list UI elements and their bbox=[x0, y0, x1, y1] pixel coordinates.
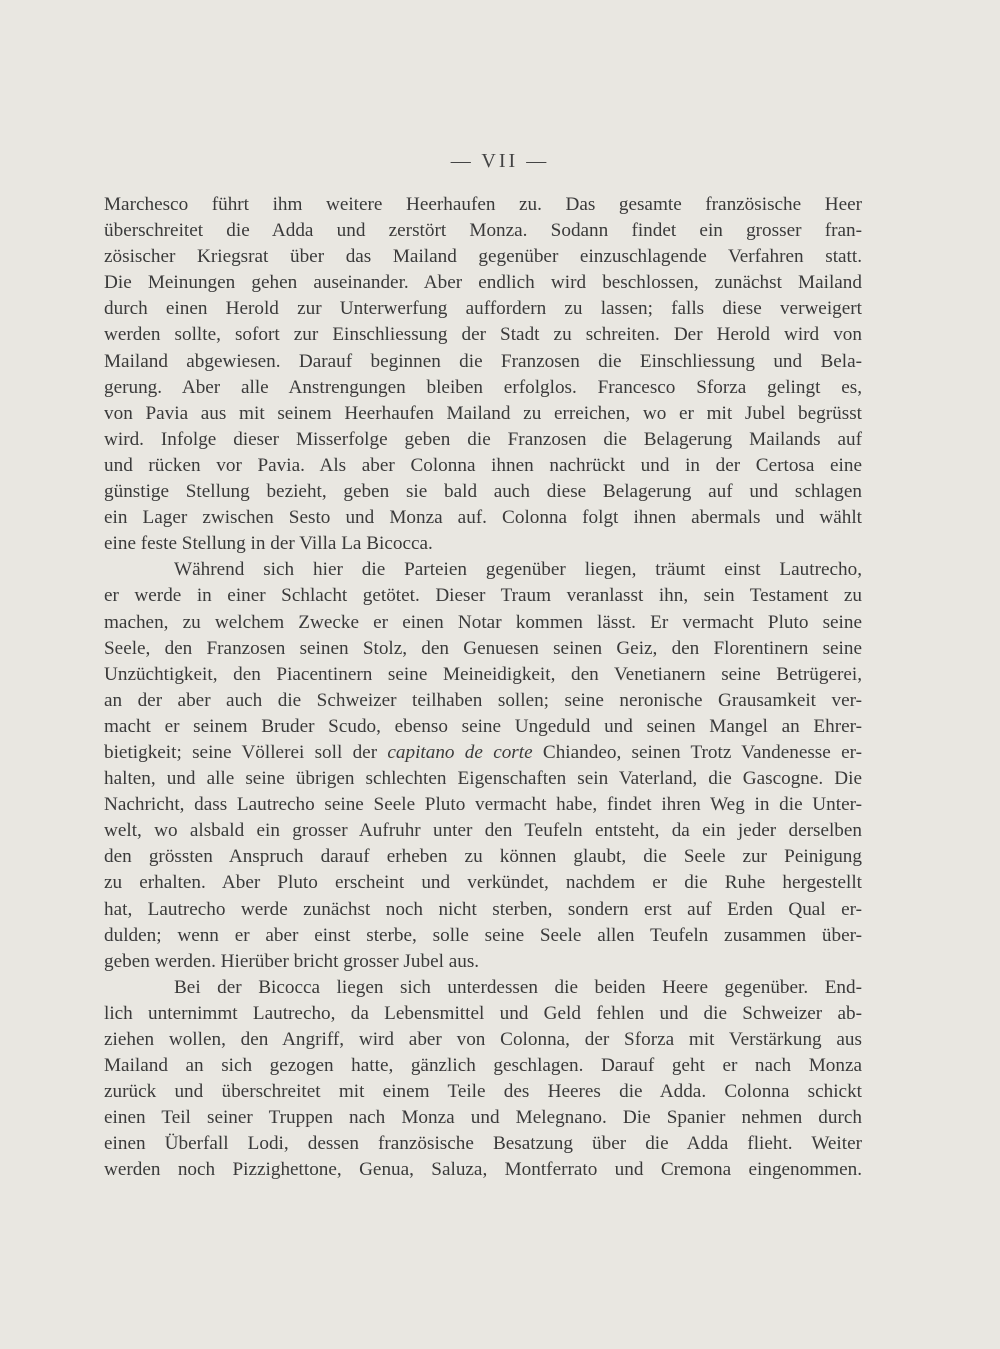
text-line: überschreitet die Adda und zerstört Monza. Sodann findet ein grosser fran- bbox=[104, 220, 862, 242]
text-line: an der aber auch die Schweizer teilhaben sollen; seine neronische Grausamkeit ver- bbox=[104, 689, 862, 711]
text-line: wird. Infolge dieser Misserfolge geben die Franzosen die Belagerung Mailands auf bbox=[104, 428, 862, 450]
text-line: ziehen wollen, den Angriff, wird aber von Colonna, der Sforza mit Verstärkung aus bbox=[104, 1029, 862, 1050]
text-line: Die Meinungen gehen auseinander. Aber endlich wird beschlossen, zunächst Mailand bbox=[104, 272, 862, 294]
text-line: machen, zu welchem Zwecke er einen Notar kommen lässt. Er vermacht Pluto seine bbox=[104, 611, 862, 633]
text-line: halten, und alle seine übrigen schlechten Eigenschaften sein Vaterland, die Gascogne. Die bbox=[104, 768, 862, 790]
text-line: Bei der Bicocca liegen sich unterdessen die beiden Heere gegenüber. End- bbox=[174, 976, 862, 998]
text-line: er werde in einer Schlacht getötet. Dieser Traum veranlasst ihn, sein Testament zu bbox=[104, 585, 862, 607]
text-line: den grössten Anspruch darauf erheben zu können glaubt, die Seele zur Peinigung bbox=[104, 846, 862, 868]
text-line: werden sollte, sofort zur Einschliessung der Stadt zu schreiten. Der Herold wird von bbox=[104, 324, 862, 346]
text-line: eine feste Stellung in der Villa La Bicocca. bbox=[104, 533, 433, 555]
text-segment: Chiandeo, seinen Trotz Vandenesse er- bbox=[532, 741, 862, 763]
text-line: von Pavia aus mit seinem Heerhaufen Mailand zu erreichen, wo er mit Jubel begrüsst bbox=[104, 402, 862, 424]
text-line: und rücken vor Pavia. Als aber Colonna ihnen nachrückt und in der Certosa eine bbox=[104, 454, 862, 476]
text-line-mixed bbox=[104, 740, 862, 766]
text-line: Seele, den Franzosen seinen Stolz, den Genuesen seinen Geiz, den Florentinern seine bbox=[104, 637, 862, 659]
text-line: lich unternimmt Lautrecho, da Lebensmittel und Geld fehlen und die Schweizer ab- bbox=[104, 1002, 862, 1024]
text-line: hat, Lautrecho werde zunächst noch nicht sterben, sondern erst auf Erden Qual er- bbox=[104, 898, 862, 920]
text-line: Während sich hier die Parteien gegenüber liegen, träumt einst Lautrecho, bbox=[174, 559, 862, 581]
body-text bbox=[104, 192, 862, 1184]
text-line: günstige Stellung bezieht, geben sie bald auch diese Belagerung auf und schlagen bbox=[104, 481, 862, 503]
text-line: Unzüchtigkeit, den Piacentinern seine Meineidigkeit, den Venetianern seine Betrügerei, bbox=[104, 663, 862, 685]
page-number: — VII — bbox=[450, 150, 550, 172]
text-line: Mailand abgewiesen. Darauf beginnen die Franzosen die Einschliessung und Bela- bbox=[104, 350, 862, 372]
text-line: werden noch Pizzighettone, Genua, Saluza, Montferrato und Cremona eingenommen. bbox=[104, 1159, 862, 1181]
text-line: geben werden. Hierüber bricht grosser Jubel aus. bbox=[104, 950, 480, 972]
text-line: dulden; wenn er aber einst sterbe, solle seine Seele allen Teufeln zusammen über- bbox=[104, 924, 862, 946]
text-line: durch einen Herold zur Unterwerfung auffordern zu lassen; falls diese verweigert bbox=[104, 298, 862, 320]
italic-phrase: capitano de corte bbox=[387, 741, 533, 763]
text-line: Marchesco führt ihm weitere Heerhaufen zu. Das gesamte französische Heer bbox=[104, 194, 862, 215]
text-line: Mailand an sich gezogen hatte, gänzlich geschlagen. Darauf geht er nach Monza bbox=[104, 1055, 862, 1077]
text-segment: bietigkeit; seine Völlerei soll der bbox=[104, 741, 388, 763]
text-line: macht er seinem Bruder Scudo, ebenso seine Ungeduld und seinen Mangel an Ehrer- bbox=[104, 715, 862, 737]
text-line: zu erhalten. Aber Pluto erscheint und verkündet, nachdem er die Ruhe hergestellt bbox=[104, 872, 862, 894]
text-line: zösischer Kriegsrat über das Mailand gegenüber einzuschlagende Verfahren statt. bbox=[104, 246, 862, 268]
text-line: welt, wo alsbald ein grosser Aufruhr unter den Teufeln entsteht, da ein jeder derselben bbox=[104, 820, 862, 842]
text-line: zurück und überschreitet mit einem Teile des Heeres die Adda. Colonna schickt bbox=[104, 1081, 862, 1103]
text-line: ein Lager zwischen Sesto und Monza auf. Colonna folgt ihnen abermals und wählt bbox=[104, 507, 862, 529]
text-line: einen Überfall Lodi, dessen französische Besatzung über die Adda flieht. Weiter bbox=[104, 1133, 862, 1155]
text-line: Nachricht, dass Lautrecho seine Seele Pluto vermacht habe, findet ihren Weg in die Unter- bbox=[104, 794, 862, 816]
text-line: gerung. Aber alle Anstrengungen bleiben erfolglos. Francesco Sforza gelingt es, bbox=[104, 376, 862, 398]
text-line: einen Teil seiner Truppen nach Monza und Melegnano. Die Spanier nehmen durch bbox=[104, 1107, 862, 1129]
